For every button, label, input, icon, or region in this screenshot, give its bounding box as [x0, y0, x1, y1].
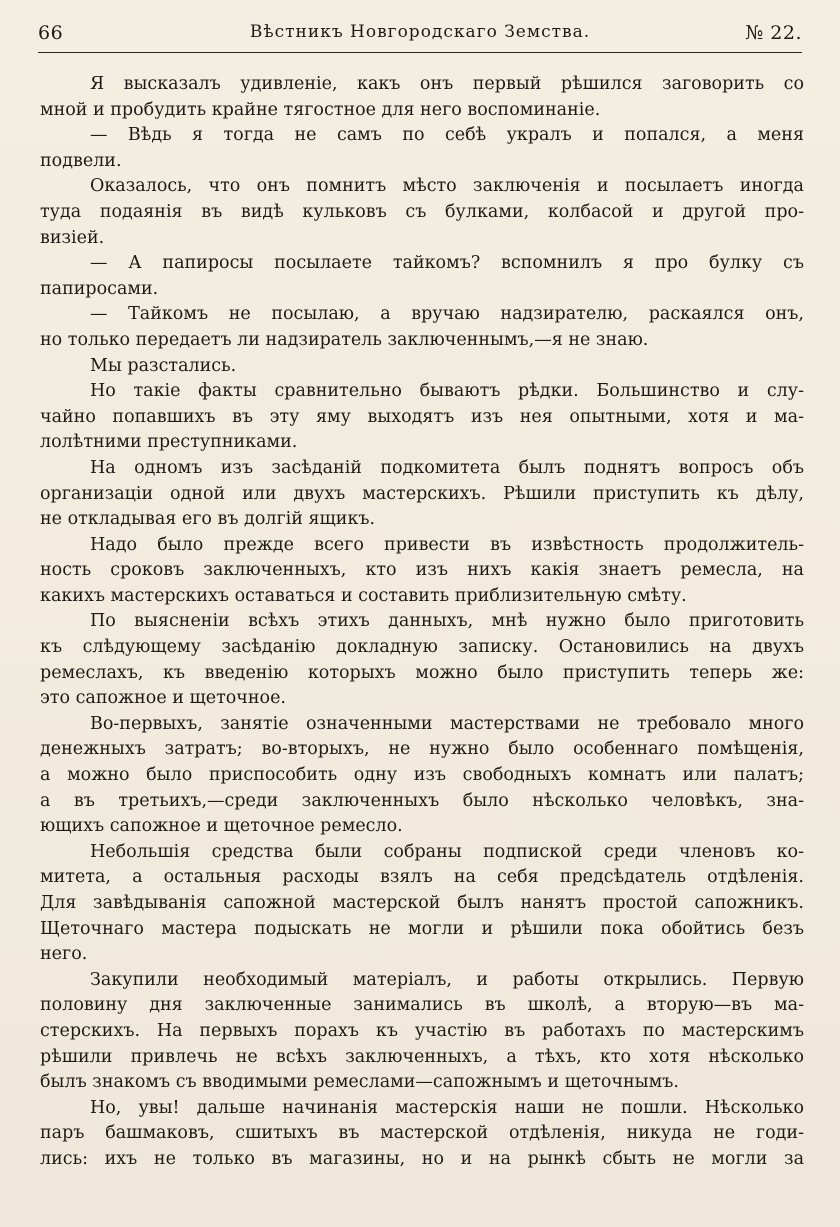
text-line: чайно попавшихъ въ эту яму выходятъ изъ нея опытными, хотя и ма-	[40, 406, 804, 427]
header-rule	[38, 52, 802, 53]
paragraph	[40, 302, 804, 353]
paragraph	[40, 533, 804, 610]
text-line: Но такіе факты сравнительно бываютъ рѣдки. Большинство и слу-	[90, 381, 804, 402]
text-line: къ слѣдующему засѣданію докладную записку. Остановились на двухъ	[40, 637, 804, 658]
text-line: него.	[40, 944, 88, 965]
text-line: лолѣтними преступниками.	[40, 432, 298, 453]
text-line: какихъ мастерскихъ оставаться и составить приблизительную смѣту.	[40, 585, 687, 606]
text-line: Закупили необходимый матеріалъ, и работы открылись. Первую	[90, 969, 804, 990]
running-header	[38, 22, 802, 52]
text-line: подвели.	[40, 150, 122, 171]
text-line: не откладывая его въ долгій ящикъ.	[40, 509, 376, 530]
page-number: 66	[38, 22, 64, 44]
paragraph	[40, 251, 804, 302]
text-line: ность сроковъ заключенныхъ, кто изъ нихъ какія знаетъ ремесла, на	[40, 560, 804, 581]
body-text	[40, 72, 804, 1173]
text-line: половину дня заключенные занимались въ школѣ, а вторую—въ ма-	[40, 995, 804, 1016]
text-line: паръ башмаковъ, сшитыхъ въ мастерской отдѣленія, никуда не годи-	[40, 1123, 804, 1144]
text-line: рѣшили привлечь не всѣхъ заключенныхъ, а тѣхъ, кто хотя нѣсколько	[40, 1046, 804, 1067]
text-line: Щеточнаго мастера подыскать не могли и рѣшили пока обойтись безъ	[40, 918, 804, 939]
text-line: — Тайкомъ не посылаю, а вручаю надзирателю, раскаялся онъ,	[90, 304, 804, 325]
journal-title: Вѣстникъ Новгородскаго Земства.	[249, 22, 591, 42]
text-line: это сапожное и щеточное.	[40, 688, 286, 709]
text-line: но только передаетъ ли надзиратель заключеннымъ,—я не знаю.	[40, 329, 649, 350]
text-line: — А папиросы посылаете тайкомъ? вспомнилъ я про булку съ	[90, 253, 804, 274]
paragraph	[40, 968, 804, 1096]
text-line: Надо было прежде всего привести въ извѣстность продолжитель-	[90, 534, 804, 555]
text-line: Мы разстались.	[90, 355, 237, 376]
text-line: ющихъ сапожное и щеточное ремесло.	[40, 816, 403, 837]
text-line: мной и пробудить крайне тягостное для него воспоминаніе.	[40, 99, 601, 120]
paragraph	[40, 840, 804, 968]
text-line: папиросами.	[40, 278, 159, 299]
text-line: — Вѣдь я тогда не самъ по себѣ укралъ и попался, а меня	[90, 125, 804, 146]
paragraph	[40, 123, 804, 174]
text-line: денежныхъ затратъ; во-вторыхъ, не нужно было особеннаго помѣщенія,	[40, 739, 804, 760]
text-line: туда подаянія въ видѣ кульковъ съ булками, колбасой и другой про-	[40, 201, 804, 222]
text-line: ремеслахъ, къ введенію которыхъ можно было приступить теперь же:	[40, 662, 804, 683]
issue-number: № 22.	[745, 22, 802, 44]
paragraph	[40, 354, 804, 380]
text-line: а въ третьихъ,—среди заключенныхъ было нѣсколько человѣкъ, зна-	[40, 790, 804, 811]
paragraph	[40, 712, 804, 840]
text-line: митета, а остальныя расходы взялъ на себя предсѣдатель отдѣленія.	[40, 867, 804, 888]
paragraph	[40, 1096, 804, 1173]
text-line: Для завѣдыванія сапожной мастерской былъ нанятъ простой сапожникъ.	[40, 893, 804, 913]
paragraph	[40, 72, 804, 123]
paragraph	[40, 609, 804, 711]
text-line: Небольшія средства были собраны подпиской среди членовъ ко-	[90, 841, 804, 862]
text-line: былъ знакомъ съ вводимыми ремеслами—сапожнымъ и щеточнымъ.	[40, 1072, 679, 1093]
text-line: На одномъ изъ засѣданій подкомитета былъ поднятъ вопросъ объ	[90, 457, 804, 478]
text-line: организаціи одной или двухъ мастерскихъ. Рѣшили приступить къ дѣлу,	[40, 483, 804, 504]
paragraph	[40, 174, 804, 251]
text-line: стерскихъ. На первыхъ порахъ къ участію въ работахъ по мастерскимъ	[40, 1020, 804, 1041]
text-line: лись: ихъ не только въ магазины, но и на рынкѣ сбыть не могли за	[40, 1148, 804, 1169]
text-line: По выясненіи всѣхъ этихъ данныхъ, мнѣ нужно было приготовить	[90, 611, 804, 632]
text-line: Оказалось, что онъ помнитъ мѣсто заключенія и посылаетъ иногда	[90, 176, 804, 197]
text-line: Я высказалъ удивленіе, какъ онъ первый рѣшился заговорить со	[90, 74, 804, 94]
text-line: Но, увы! дальше начинанія мастерскія наши не пошли. Нѣсколько	[90, 1097, 804, 1118]
paragraph	[40, 456, 804, 533]
paragraph	[40, 379, 804, 456]
text-line: Во-первыхъ, занятіе означенными мастерствами не требовало много	[90, 713, 804, 734]
text-line: а можно было приспособить одну изъ свободныхъ комнатъ или палатъ;	[40, 765, 804, 786]
text-line: визіей.	[40, 227, 105, 248]
